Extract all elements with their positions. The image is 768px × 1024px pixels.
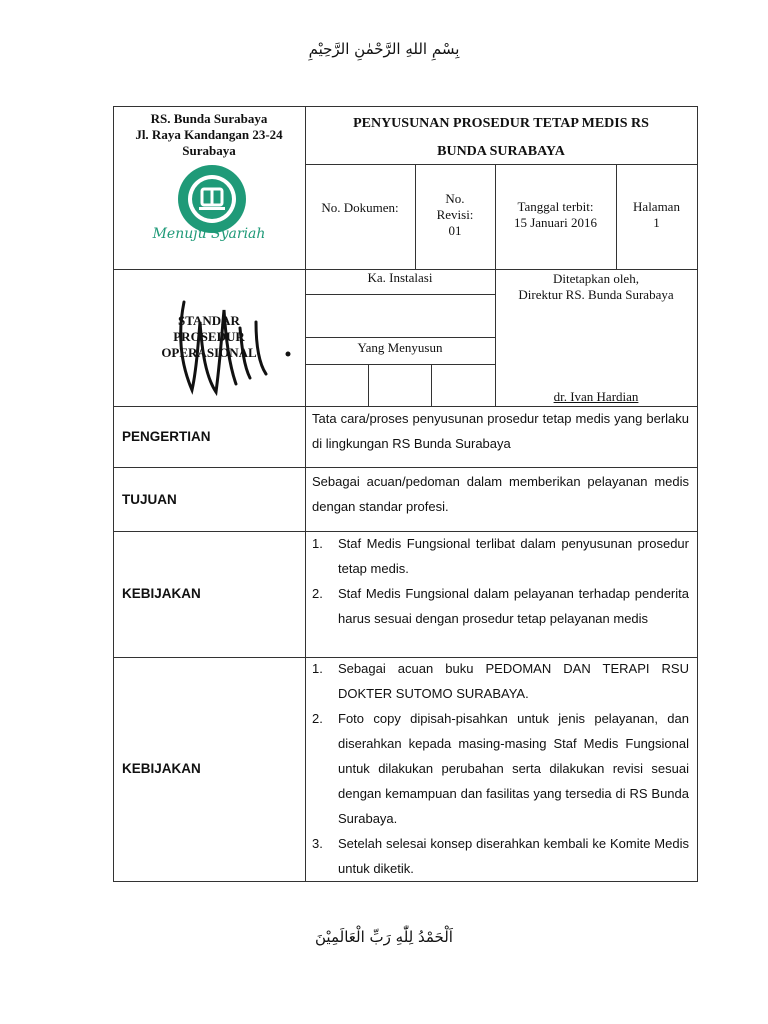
pengertian-text: Tata cara/proses penyusunan prosedur tetap medis yang berlaku di lingkungan RS Bunda Surabaya [312, 411, 689, 451]
no-revisi-label-2: Revisi: [436, 207, 474, 222]
hamdalah-footer: اَلْحَمْدُ لِلّٰهِ رَبِّ الْعَالَمِيْنَ [315, 928, 453, 946]
signature-scribble-icon [170, 292, 300, 402]
tujuan-label: TUJUAN [122, 492, 177, 507]
hospital-header [113, 111, 305, 159]
tanggal-terbit-value: 15 Januari 2016 [513, 215, 598, 230]
list-item: 2. Foto copy dipisah-pisahkan untuk jenis pelayanan, dan diserahkan kepada masing-masing Staf Medis Fungsional untuk dilakukan perubahan serta dilakukan revisi sesuai dengan kemampuan dan fasilitas yang tersedia di RS Bunda Surabaya. [312, 711, 689, 826]
sop-title-line3: OPERASIONAL [161, 345, 257, 360]
list-item: 1. Staf Medis Fungsional terlibat dalam penyusunan prosedur tetap medis. [312, 536, 689, 576]
halaman [616, 199, 697, 231]
no-revisi [415, 191, 495, 239]
hospital-address-line2: Surabaya [182, 143, 236, 158]
document-title [305, 115, 697, 160]
kebijakan-1-list [312, 531, 689, 631]
halaman-label: Halaman [633, 199, 680, 214]
tanggal-terbit [495, 199, 616, 231]
yang-menyusun-label: Yang Menyusun [357, 340, 443, 355]
no-dokumen-label: No. Dokumen: [321, 200, 399, 215]
ka-instalasi-label: Ka. Instalasi [367, 270, 433, 285]
list-item: 1. Sebagai acuan buku PEDOMAN DAN TERAPI RSU DOKTER SUTOMO SURABAYA. [312, 661, 689, 701]
hospital-logo-icon [176, 163, 248, 235]
kebijakan-2-label: KEBIJAKAN [122, 761, 201, 776]
no-revisi-value: 01 [448, 223, 462, 238]
pengertian-label: PENGERTIAN [122, 429, 211, 444]
document-title-line2: BUNDA SURABAYA [437, 144, 565, 159]
no-revisi-label-1: No. [445, 191, 465, 206]
hospital-name: RS. Bunda Surabaya [150, 111, 268, 126]
tujuan-text: Sebagai acuan/pedoman dalam memberikan pelayanan medis dengan standar profesi. [312, 474, 689, 514]
tanggal-terbit-label: Tanggal terbit: [517, 199, 594, 214]
basmala-header: بِسْمِ اللهِ الرَّحْمٰنِ الرَّحِيْمِ [308, 40, 460, 58]
sop-title-line1: STANDAR [178, 313, 240, 328]
sop-title-line2: PROSEDUR [173, 329, 245, 344]
document-title-line1: PENYUSUNAN PROSEDUR TETAP MEDIS RS [353, 116, 649, 131]
ditetapkan-oleh [495, 271, 697, 303]
kebijakan-2-list [312, 656, 689, 881]
list-item: 2. Staf Medis Fungsional dalam pelayanan terhadap penderita harus sesuai dengan prosedur tetap pelayanan medis [312, 586, 689, 626]
hospital-address-line1: Jl. Raya Kandangan 23-24 [135, 127, 283, 142]
ditetapkan-line1: Ditetapkan oleh, [553, 271, 639, 286]
hospital-logo [176, 163, 248, 235]
ditetapkan-line2: Direktur RS. Bunda Surabaya [518, 287, 674, 302]
logo-tagline: Menuju Syariah [152, 226, 266, 242]
list-item: 3. Setelah selesai konsep diserahkan kembali ke Komite Medis untuk diketik. [312, 836, 689, 876]
kebijakan-1-label: KEBIJAKAN [122, 586, 201, 601]
halaman-value: 1 [653, 215, 660, 230]
direktur-name: dr. Ivan Hardian [553, 389, 639, 404]
